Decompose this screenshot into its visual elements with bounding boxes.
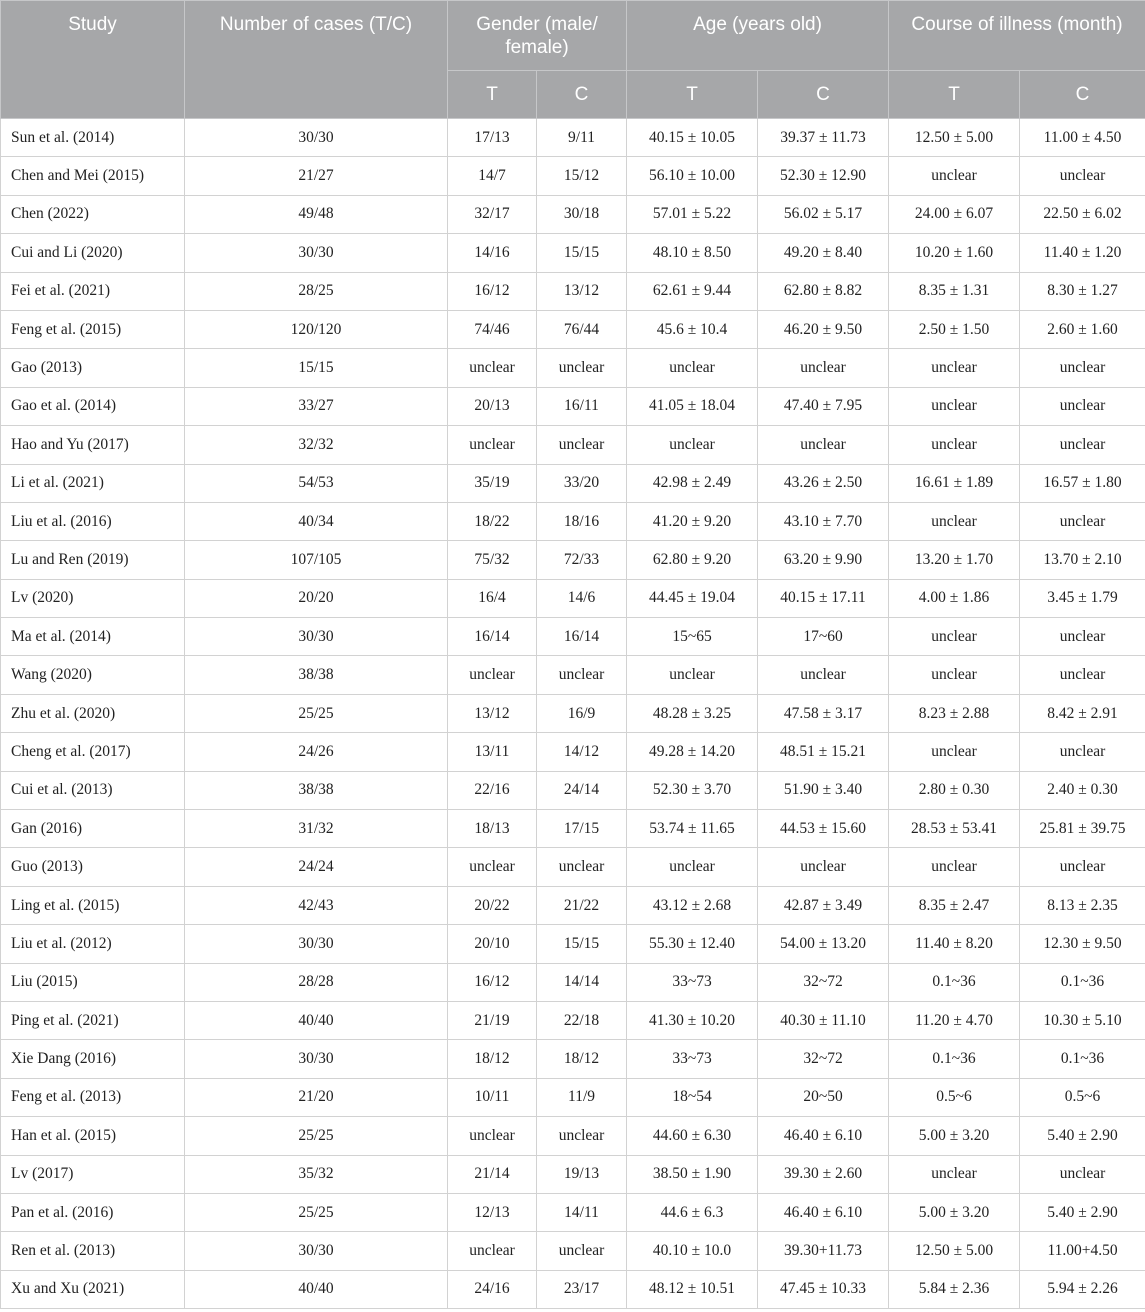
cell-gender-t: unclear [448, 656, 537, 694]
cell-age-t: 44.45 ± 19.04 [627, 579, 758, 617]
cell-study: Lv (2017) [1, 1155, 185, 1193]
cell-study: Liu et al. (2012) [1, 925, 185, 963]
cell-course-c: 22.50 ± 6.02 [1020, 195, 1145, 233]
cell-course-c: 3.45 ± 1.79 [1020, 579, 1145, 617]
cell-course-t: unclear [889, 618, 1020, 656]
cell-age-c: 63.20 ± 9.90 [758, 541, 889, 579]
cell-gender-c: 33/20 [537, 464, 627, 502]
cell-course-t: 8.23 ± 2.88 [889, 694, 1020, 732]
table-row [1, 733, 1145, 771]
table-row [1, 886, 1145, 924]
cell-gender-t: 21/14 [448, 1155, 537, 1193]
cell-age-c: 56.02 ± 5.17 [758, 195, 889, 233]
table-row [1, 195, 1145, 233]
cell-course-t: unclear [889, 656, 1020, 694]
cell-age-c: 46.40 ± 6.10 [758, 1117, 889, 1155]
table-row [1, 541, 1145, 579]
cell-gender-c: unclear [537, 349, 627, 387]
cell-course-c: 0.5~6 [1020, 1078, 1145, 1116]
table-row [1, 349, 1145, 387]
cell-study: Zhu et al. (2020) [1, 694, 185, 732]
cell-course-c: 0.1~36 [1020, 963, 1145, 1001]
table-row [1, 771, 1145, 809]
cell-course-t: unclear [889, 387, 1020, 425]
table-row [1, 426, 1145, 464]
cell-number-of-cases: 30/30 [185, 925, 448, 963]
cell-gender-t: 20/13 [448, 387, 537, 425]
table-row [1, 464, 1145, 502]
table-row [1, 234, 1145, 272]
cell-course-t: 13.20 ± 1.70 [889, 541, 1020, 579]
cell-course-t: unclear [889, 349, 1020, 387]
cell-gender-c: 14/11 [537, 1193, 627, 1231]
table-row [1, 157, 1145, 195]
cell-study: Xu and Xu (2021) [1, 1270, 185, 1308]
cell-age-t: 48.12 ± 10.51 [627, 1270, 758, 1308]
cell-gender-t: 75/32 [448, 541, 537, 579]
cell-course-c: unclear [1020, 157, 1145, 195]
table-row [1, 387, 1145, 425]
table-row [1, 502, 1145, 540]
cell-age-c: unclear [758, 656, 889, 694]
cell-gender-c: unclear [537, 1117, 627, 1155]
cell-age-c: 46.40 ± 6.10 [758, 1193, 889, 1231]
cell-gender-t: 18/12 [448, 1040, 537, 1078]
cell-course-c: unclear [1020, 618, 1145, 656]
cell-age-c: unclear [758, 848, 889, 886]
cell-number-of-cases: 40/40 [185, 1001, 448, 1039]
cell-age-t: unclear [627, 848, 758, 886]
cell-study: Lu and Ren (2019) [1, 541, 185, 579]
cell-age-t: 52.30 ± 3.70 [627, 771, 758, 809]
cell-age-c: 54.00 ± 13.20 [758, 925, 889, 963]
cell-age-t: 18~54 [627, 1078, 758, 1116]
cell-age-t: 55.30 ± 12.40 [627, 925, 758, 963]
table-row [1, 119, 1145, 157]
cell-course-c: 16.57 ± 1.80 [1020, 464, 1145, 502]
cell-course-c: unclear [1020, 387, 1145, 425]
cell-age-c: 47.58 ± 3.17 [758, 694, 889, 732]
cell-gender-c: unclear [537, 426, 627, 464]
cell-course-c: 8.30 ± 1.27 [1020, 272, 1145, 310]
cell-gender-c: 21/22 [537, 886, 627, 924]
table-row [1, 310, 1145, 348]
table-row [1, 579, 1145, 617]
cell-gender-t: 14/16 [448, 234, 537, 272]
cell-age-t: 40.10 ± 10.0 [627, 1232, 758, 1270]
cell-gender-c: 24/14 [537, 771, 627, 809]
cell-course-c: unclear [1020, 656, 1145, 694]
cell-gender-t: 12/13 [448, 1193, 537, 1231]
cell-course-c: unclear [1020, 502, 1145, 540]
cell-gender-t: 16/12 [448, 963, 537, 1001]
cell-age-c: 32~72 [758, 963, 889, 1001]
cell-gender-t: 14/7 [448, 157, 537, 195]
cell-study: Gao et al. (2014) [1, 387, 185, 425]
cell-gender-t: 20/22 [448, 886, 537, 924]
table-row [1, 1117, 1145, 1155]
cell-course-t: 28.53 ± 53.41 [889, 810, 1020, 848]
table-row [1, 618, 1145, 656]
cell-number-of-cases: 38/38 [185, 656, 448, 694]
cell-age-c: 39.37 ± 11.73 [758, 119, 889, 157]
cell-course-c: 10.30 ± 5.10 [1020, 1001, 1145, 1039]
cell-course-t: unclear [889, 848, 1020, 886]
cell-study: Feng et al. (2015) [1, 310, 185, 348]
cell-age-t: 33~73 [627, 963, 758, 1001]
cell-age-c: 40.30 ± 11.10 [758, 1001, 889, 1039]
cell-gender-t: unclear [448, 349, 537, 387]
cell-age-t: 38.50 ± 1.90 [627, 1155, 758, 1193]
cell-gender-t: 20/10 [448, 925, 537, 963]
cell-course-t: 5.84 ± 2.36 [889, 1270, 1020, 1308]
cell-study: Wang (2020) [1, 656, 185, 694]
cell-age-c: 47.45 ± 10.33 [758, 1270, 889, 1308]
cell-number-of-cases: 21/20 [185, 1078, 448, 1116]
cell-number-of-cases: 38/38 [185, 771, 448, 809]
cell-age-c: 40.15 ± 17.11 [758, 579, 889, 617]
cell-gender-c: 16/14 [537, 618, 627, 656]
cell-study: Chen (2022) [1, 195, 185, 233]
cell-gender-t: 10/11 [448, 1078, 537, 1116]
cell-course-c: 8.42 ± 2.91 [1020, 694, 1145, 732]
cell-gender-t: 74/46 [448, 310, 537, 348]
cell-gender-c: 14/12 [537, 733, 627, 771]
cell-gender-c: 17/15 [537, 810, 627, 848]
cell-course-t: 10.20 ± 1.60 [889, 234, 1020, 272]
subheader-course-c: C [1020, 71, 1145, 119]
table-row [1, 925, 1145, 963]
cell-course-c: unclear [1020, 733, 1145, 771]
cell-course-t: 11.40 ± 8.20 [889, 925, 1020, 963]
cell-course-c: 5.94 ± 2.26 [1020, 1270, 1145, 1308]
cell-study: Fei et al. (2021) [1, 272, 185, 310]
cell-study: Guo (2013) [1, 848, 185, 886]
cell-age-t: 44.60 ± 6.30 [627, 1117, 758, 1155]
cell-age-t: 43.12 ± 2.68 [627, 886, 758, 924]
cell-course-t: 8.35 ± 1.31 [889, 272, 1020, 310]
cell-age-t: 56.10 ± 10.00 [627, 157, 758, 195]
cell-gender-t: 24/16 [448, 1270, 537, 1308]
cell-course-t: unclear [889, 502, 1020, 540]
cell-course-t: unclear [889, 733, 1020, 771]
cell-number-of-cases: 31/32 [185, 810, 448, 848]
cell-gender-c: unclear [537, 848, 627, 886]
cell-gender-c: unclear [537, 656, 627, 694]
cell-course-c: 11.00+4.50 [1020, 1232, 1145, 1270]
table-row [1, 963, 1145, 1001]
cell-gender-t: 16/12 [448, 272, 537, 310]
cell-course-c: 25.81 ± 39.75 [1020, 810, 1145, 848]
cell-study: Sun et al. (2014) [1, 119, 185, 157]
table-header [1, 1, 1145, 119]
cell-number-of-cases: 20/20 [185, 579, 448, 617]
table-row [1, 810, 1145, 848]
cell-study: Gan (2016) [1, 810, 185, 848]
cell-number-of-cases: 30/30 [185, 1232, 448, 1270]
cell-age-t: unclear [627, 656, 758, 694]
cell-gender-c: 16/9 [537, 694, 627, 732]
cell-gender-t: 32/17 [448, 195, 537, 233]
cell-number-of-cases: 25/25 [185, 694, 448, 732]
table-body [1, 119, 1145, 1309]
cell-course-t: 0.1~36 [889, 1040, 1020, 1078]
cell-number-of-cases: 24/24 [185, 848, 448, 886]
cell-gender-c: unclear [537, 1232, 627, 1270]
cell-study: Ping et al. (2021) [1, 1001, 185, 1039]
cell-course-t: 5.00 ± 3.20 [889, 1117, 1020, 1155]
cell-number-of-cases: 30/30 [185, 234, 448, 272]
table-row [1, 1232, 1145, 1270]
cell-age-c: 32~72 [758, 1040, 889, 1078]
cell-gender-c: 9/11 [537, 119, 627, 157]
cell-course-t: unclear [889, 157, 1020, 195]
cell-course-c: unclear [1020, 848, 1145, 886]
cell-age-t: 42.98 ± 2.49 [627, 464, 758, 502]
cell-age-c: 43.26 ± 2.50 [758, 464, 889, 502]
cell-gender-c: 15/15 [537, 234, 627, 272]
cell-age-c: 43.10 ± 7.70 [758, 502, 889, 540]
cell-gender-c: 30/18 [537, 195, 627, 233]
cell-age-c: 17~60 [758, 618, 889, 656]
cell-gender-t: unclear [448, 1232, 537, 1270]
cell-course-t: 8.35 ± 2.47 [889, 886, 1020, 924]
cell-study: Liu (2015) [1, 963, 185, 1001]
subheader-age-c: C [758, 71, 889, 119]
cell-study: Pan et al. (2016) [1, 1193, 185, 1231]
cell-gender-t: 13/11 [448, 733, 537, 771]
cell-age-t: 49.28 ± 14.20 [627, 733, 758, 771]
table-row [1, 1193, 1145, 1231]
cell-gender-c: 11/9 [537, 1078, 627, 1116]
cell-course-t: 11.20 ± 4.70 [889, 1001, 1020, 1039]
table-row [1, 1040, 1145, 1078]
subheader-gender-c: C [537, 71, 627, 119]
cell-course-c: 8.13 ± 2.35 [1020, 886, 1145, 924]
cell-age-t: 41.20 ± 9.20 [627, 502, 758, 540]
cell-gender-c: 13/12 [537, 272, 627, 310]
cell-course-c: unclear [1020, 349, 1145, 387]
cell-number-of-cases: 28/28 [185, 963, 448, 1001]
header-age: Age (years old) [627, 1, 889, 71]
cell-study: Chen and Mei (2015) [1, 157, 185, 195]
cell-age-c: 62.80 ± 8.82 [758, 272, 889, 310]
cell-number-of-cases: 32/32 [185, 426, 448, 464]
cell-gender-t: 13/12 [448, 694, 537, 732]
cell-study: Cui and Li (2020) [1, 234, 185, 272]
cell-age-c: 48.51 ± 15.21 [758, 733, 889, 771]
cell-age-c: 39.30 ± 2.60 [758, 1155, 889, 1193]
cell-number-of-cases: 35/32 [185, 1155, 448, 1193]
cell-age-t: unclear [627, 426, 758, 464]
cell-study: Cheng et al. (2017) [1, 733, 185, 771]
cell-gender-c: 22/18 [537, 1001, 627, 1039]
cell-gender-c: 72/33 [537, 541, 627, 579]
cell-number-of-cases: 25/25 [185, 1117, 448, 1155]
cell-gender-t: 21/19 [448, 1001, 537, 1039]
cell-age-c: 51.90 ± 3.40 [758, 771, 889, 809]
table-row [1, 1001, 1145, 1039]
header-number-of-cases: Number of cases (T/C) [185, 1, 448, 119]
cell-study: Han et al. (2015) [1, 1117, 185, 1155]
header-gender: Gender (male/ female) [448, 1, 627, 71]
table-row [1, 1078, 1145, 1116]
cell-gender-t: 18/13 [448, 810, 537, 848]
cell-gender-t: unclear [448, 848, 537, 886]
table-row [1, 656, 1145, 694]
cell-course-c: 11.00 ± 4.50 [1020, 119, 1145, 157]
cell-course-t: 5.00 ± 3.20 [889, 1193, 1020, 1231]
cell-gender-c: 18/16 [537, 502, 627, 540]
cell-number-of-cases: 54/53 [185, 464, 448, 502]
cell-age-t: 62.61 ± 9.44 [627, 272, 758, 310]
cell-age-t: 62.80 ± 9.20 [627, 541, 758, 579]
cell-course-c: 2.40 ± 0.30 [1020, 771, 1145, 809]
cell-study: Xie Dang (2016) [1, 1040, 185, 1078]
cell-course-c: unclear [1020, 1155, 1145, 1193]
cell-course-t: unclear [889, 426, 1020, 464]
cell-age-c: 44.53 ± 15.60 [758, 810, 889, 848]
cell-gender-t: unclear [448, 1117, 537, 1155]
cell-course-t: 0.5~6 [889, 1078, 1020, 1116]
cell-gender-c: 18/12 [537, 1040, 627, 1078]
header-row [1, 1, 1145, 71]
cell-study: Liu et al. (2016) [1, 502, 185, 540]
cell-age-c: 39.30+11.73 [758, 1232, 889, 1270]
cell-gender-t: 16/14 [448, 618, 537, 656]
cell-study: Gao (2013) [1, 349, 185, 387]
table-row [1, 272, 1145, 310]
cell-course-c: 0.1~36 [1020, 1040, 1145, 1078]
cell-gender-c: 15/15 [537, 925, 627, 963]
cell-study: Ling et al. (2015) [1, 886, 185, 924]
cell-gender-t: 35/19 [448, 464, 537, 502]
cell-age-t: 40.15 ± 10.05 [627, 119, 758, 157]
cell-course-t: 12.50 ± 5.00 [889, 119, 1020, 157]
cell-age-t: 33~73 [627, 1040, 758, 1078]
cell-course-c: 5.40 ± 2.90 [1020, 1117, 1145, 1155]
cell-age-t: 48.28 ± 3.25 [627, 694, 758, 732]
cell-gender-c: 23/17 [537, 1270, 627, 1308]
cell-gender-c: 76/44 [537, 310, 627, 348]
cell-age-t: 45.6 ± 10.4 [627, 310, 758, 348]
cell-age-t: 15~65 [627, 618, 758, 656]
table-row [1, 694, 1145, 732]
cell-age-c: 49.20 ± 8.40 [758, 234, 889, 272]
cell-number-of-cases: 30/30 [185, 1040, 448, 1078]
cell-study: Ma et al. (2014) [1, 618, 185, 656]
cell-study: Li et al. (2021) [1, 464, 185, 502]
cell-gender-t: unclear [448, 426, 537, 464]
cell-course-c: 2.60 ± 1.60 [1020, 310, 1145, 348]
cell-number-of-cases: 15/15 [185, 349, 448, 387]
cell-age-t: 57.01 ± 5.22 [627, 195, 758, 233]
subheader-gender-t: T [448, 71, 537, 119]
cell-gender-c: 15/12 [537, 157, 627, 195]
cell-age-t: 53.74 ± 11.65 [627, 810, 758, 848]
cell-age-c: 46.20 ± 9.50 [758, 310, 889, 348]
cell-number-of-cases: 25/25 [185, 1193, 448, 1231]
cell-gender-c: 14/14 [537, 963, 627, 1001]
cell-age-t: 41.05 ± 18.04 [627, 387, 758, 425]
cell-number-of-cases: 40/40 [185, 1270, 448, 1308]
cell-gender-t: 17/13 [448, 119, 537, 157]
cell-course-t: 0.1~36 [889, 963, 1020, 1001]
table-row [1, 1270, 1145, 1308]
cell-number-of-cases: 21/27 [185, 157, 448, 195]
cell-gender-c: 14/6 [537, 579, 627, 617]
table-row [1, 848, 1145, 886]
cell-study: Hao and Yu (2017) [1, 426, 185, 464]
cell-age-t: 41.30 ± 10.20 [627, 1001, 758, 1039]
cell-age-t: unclear [627, 349, 758, 387]
cell-number-of-cases: 42/43 [185, 886, 448, 924]
cell-study: Feng et al. (2013) [1, 1078, 185, 1116]
cell-number-of-cases: 30/30 [185, 618, 448, 656]
cell-number-of-cases: 120/120 [185, 310, 448, 348]
cell-age-c: 47.40 ± 7.95 [758, 387, 889, 425]
cell-course-t: 4.00 ± 1.86 [889, 579, 1020, 617]
cell-course-c: 5.40 ± 2.90 [1020, 1193, 1145, 1231]
table-row [1, 1155, 1145, 1193]
cell-course-t: 2.50 ± 1.50 [889, 310, 1020, 348]
header-course-of-illness: Course of illness (month) [889, 1, 1145, 71]
cell-course-t: 12.50 ± 5.00 [889, 1232, 1020, 1270]
cell-number-of-cases: 33/27 [185, 387, 448, 425]
cell-course-c: 13.70 ± 2.10 [1020, 541, 1145, 579]
cell-number-of-cases: 28/25 [185, 272, 448, 310]
cell-age-t: 44.6 ± 6.3 [627, 1193, 758, 1231]
cell-age-c: unclear [758, 349, 889, 387]
cell-course-t: 24.00 ± 6.07 [889, 195, 1020, 233]
cell-study: Cui et al. (2013) [1, 771, 185, 809]
cell-course-c: unclear [1020, 426, 1145, 464]
cell-study: Lv (2020) [1, 579, 185, 617]
cell-age-c: unclear [758, 426, 889, 464]
header-study: Study [1, 1, 185, 119]
cell-study: Ren et al. (2013) [1, 1232, 185, 1270]
cell-number-of-cases: 24/26 [185, 733, 448, 771]
cell-course-c: 11.40 ± 1.20 [1020, 234, 1145, 272]
cell-gender-t: 22/16 [448, 771, 537, 809]
cell-age-c: 42.87 ± 3.49 [758, 886, 889, 924]
cell-number-of-cases: 30/30 [185, 119, 448, 157]
subheader-age-t: T [627, 71, 758, 119]
cell-gender-t: 18/22 [448, 502, 537, 540]
cell-course-t: 2.80 ± 0.30 [889, 771, 1020, 809]
cell-age-t: 48.10 ± 8.50 [627, 234, 758, 272]
cell-age-c: 52.30 ± 12.90 [758, 157, 889, 195]
cell-course-c: 12.30 ± 9.50 [1020, 925, 1145, 963]
cell-number-of-cases: 40/34 [185, 502, 448, 540]
cell-number-of-cases: 107/105 [185, 541, 448, 579]
cell-course-t: 16.61 ± 1.89 [889, 464, 1020, 502]
cell-number-of-cases: 49/48 [185, 195, 448, 233]
cell-age-c: 20~50 [758, 1078, 889, 1116]
cell-gender-t: 16/4 [448, 579, 537, 617]
cell-gender-c: 16/11 [537, 387, 627, 425]
cell-gender-c: 19/13 [537, 1155, 627, 1193]
cell-course-t: unclear [889, 1155, 1020, 1193]
subheader-course-t: T [889, 71, 1020, 119]
